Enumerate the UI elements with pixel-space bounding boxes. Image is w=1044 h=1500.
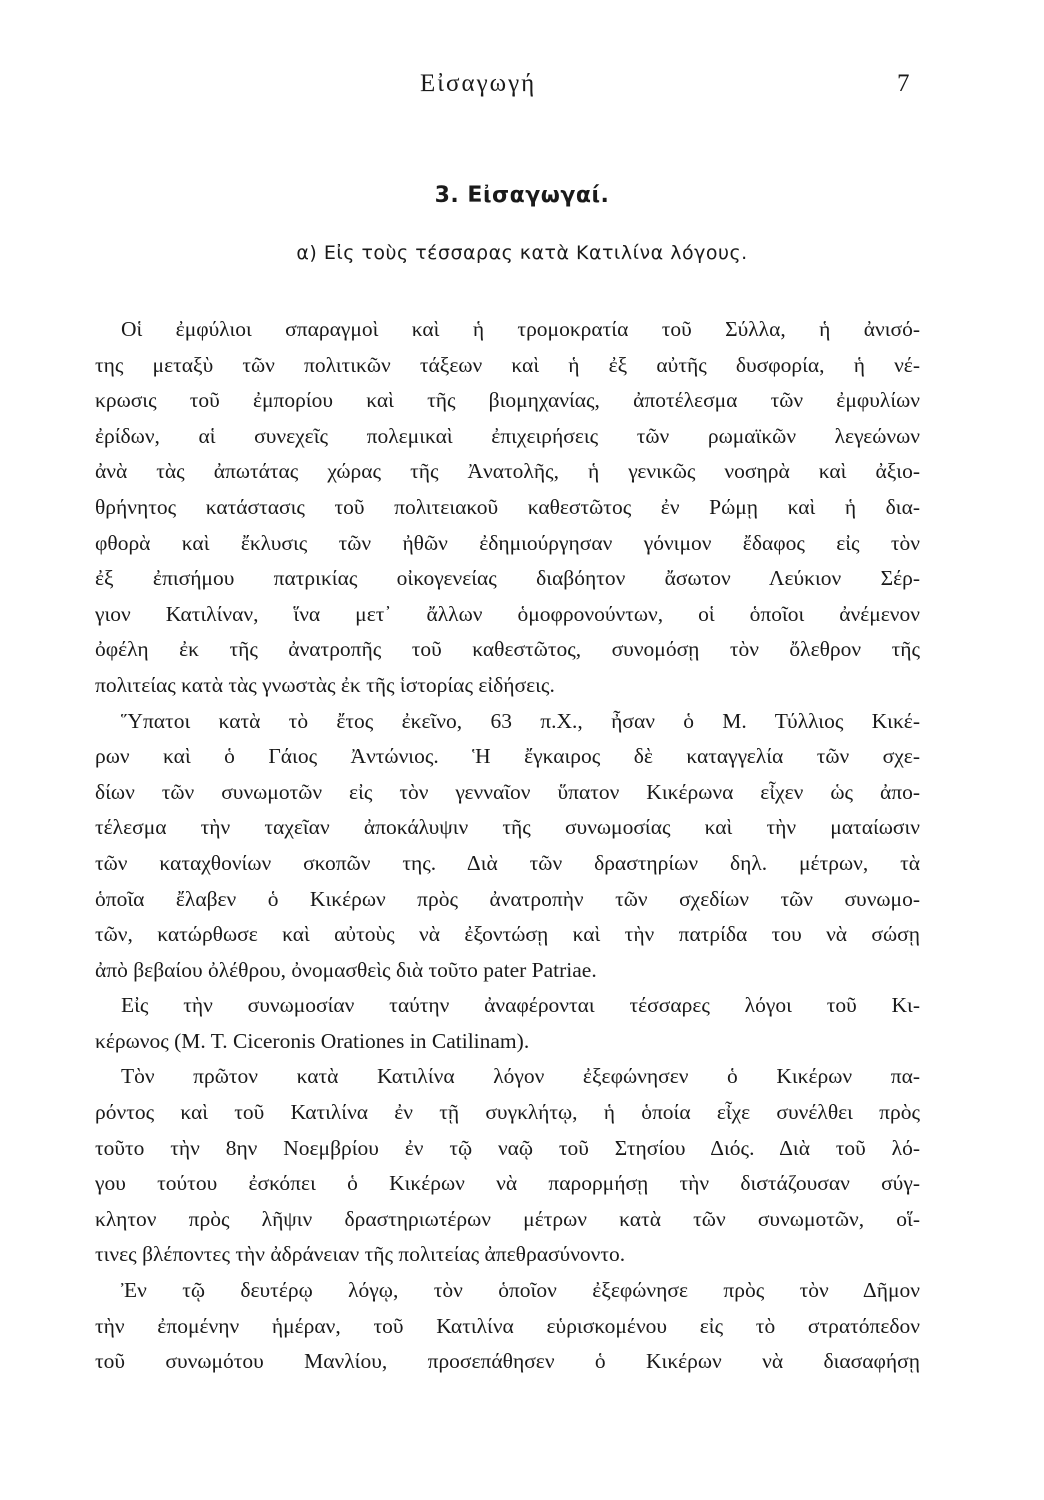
text-line: κλητον πρὸς λῆψιν δραστηριωτέρων μέτρων κατὰ τῶν συνωμοτῶν, οἵ- (95, 1206, 920, 1231)
text-line: Εἰς τὴν συνωμοσίαν ταύτην ἀναφέρονται τέσσαρες λόγοι τοῦ Κι- (121, 993, 920, 1018)
text-line: θρήνητος κατάστασις τοῦ πολιτειακοῦ καθεστῶτος ἐν Ρώμῃ καὶ ἡ δια- (95, 494, 920, 519)
text-line: γιον Κατιλίναν, ἵνα μετ᾽ ἄλλων ὁμοφρονούντων, οἱ ὁποῖοι ἀνέμενον (95, 601, 920, 626)
text-line: της μεταξὺ τῶν πολιτικῶν τάξεων καὶ ἡ ἐξ αὐτῆς δυσφορία, ἡ νέ- (95, 352, 920, 377)
text-line: ὁποῖα ἔλαβεν ὁ Κικέρων πρὸς ἀνατροπὴν τῶν σχεδίων τῶν συνωμο- (95, 886, 920, 911)
text-line: Ὕπατοι κατὰ τὸ ἔτος ἐκεῖνο, 63 π.Χ., ἦσαν ὁ Μ. Τύλλιος Κικέ- (121, 708, 920, 733)
text-line: τῶν, κατώρθωσε καὶ αὐτοὺς νὰ ἐξοντώσῃ καὶ τὴν πατρίδα του νὰ σώσῃ (95, 922, 920, 947)
text-line: τοῦ συνωμότου Μανλίου, προσεπάθησεν ὁ Κικέρων νὰ διασαφήσῃ (95, 1349, 920, 1374)
text-line: Τὸν πρῶτον κατὰ Κατιλίνα λόγον ἐξεφώνησεν ὁ Κικέρων πα- (121, 1064, 920, 1089)
text-line: ἀνὰ τὰς ἀπωτάτας χώρας τῆς Ἀνατολῆς, ἡ γενικῶς νοσηρὰ καὶ ἀξιο- (95, 459, 920, 484)
text-line: ἐξ ἐπισήμου πατρικίας οἰκογενείας διαβόητον ἄσωτον Λεύκιον Σέρ- (95, 566, 920, 591)
text-line: κρωσις τοῦ ἐμπορίου καὶ τῆς βιομηχανίας, ἀποτέλεσμα τῶν ἐμφυλίων (95, 388, 920, 413)
section-title: 3. Εἰσαγωγαί. (434, 183, 610, 208)
running-header (0, 70, 1044, 110)
text-line: Οἱ ἐμφύλιοι σπαραγμοὶ καὶ ἡ τρομοκρατία τοῦ Σύλλα, ἡ ἀνισό- (121, 317, 920, 341)
text-line: γου τούτου ἐσκόπει ὁ Κικέρων νὰ παρορμήσῃ τὴν διστάζουσαν σύγ- (95, 1171, 920, 1196)
text-line: ἀπὸ βεβαίου ὀλέθρου, ὀνομασθεὶς διὰ τοῦτο pater Patriae. (95, 957, 597, 982)
text-line: δίων τῶν συνωμοτῶν εἰς τὸν γενναῖον ὕπατον Κικέρωνα εἶχεν ὡς ἀπο- (95, 779, 920, 804)
text-line: φθορὰ καὶ ἔκλυσις τῶν ἠθῶν ἐδημιούργησαν γόνιμον ἔδαφος εἰς τὸν (95, 530, 920, 555)
text-line: τοῦτο τὴν 8ην Νοεμβρίου ἐν τῷ ναῷ τοῦ Στησίου Διός. Διὰ τοῦ λό- (95, 1135, 920, 1160)
text-line: τέλεσμα τὴν ταχεῖαν ἀποκάλυψιν τῆς συνωμοσίας καὶ τὴν ματαίωσιν (95, 815, 920, 840)
page-number: 7 (897, 70, 910, 97)
text-line: ρων καὶ ὁ Γάιος Ἀντώνιος. Ἡ ἔγκαιρος δὲ καταγγελία τῶν σχε- (95, 744, 920, 769)
text-line: τῶν καταχθονίων σκοπῶν της. Διὰ τῶν δραστηρίων δηλ. μέτρων, τὰ (95, 850, 920, 875)
text-line: κέρωνος (M. T. Ciceronis Orationes in Catilinam). (95, 1028, 530, 1053)
subsection-title: α) Εἰς τοὺς τέσσαρας κατὰ Κατιλίνα λόγους. (296, 242, 748, 264)
running-title: Εἰσαγωγή (420, 70, 537, 97)
text-line: ἐρίδων, αἱ συνεχεῖς πολεμικαὶ ἐπιχειρήσεις τῶν ρωμαϊκῶν λεγεώνων (95, 423, 920, 448)
body-text (95, 312, 920, 1380)
text-line: τινες βλέποντες τὴν ἀδράνειαν τῆς πολιτείας ἀπεθρασύνοντο. (95, 1242, 626, 1267)
text-line: ὀφέλη ἐκ τῆς ἀνατροπῆς τοῦ καθεστῶτος, συνομόσῃ τὸν ὄλεθρον τῆς (95, 637, 920, 662)
text-line: Ἐν τῷ δευτέρῳ λόγῳ, τὸν ὁποῖον ἐξεφώνησε πρὸς τὸν Δῆμον (121, 1278, 920, 1303)
text-line: πολιτείας κατὰ τὰς γνωστὰς ἐκ τῆς ἱστορίας εἰδήσεις. (95, 672, 555, 697)
text-line: τὴν ἐπομένην ἡμέραν, τοῦ Κατιλίνα εὑρισκομένου εἰς τὸ στρατόπεδον (95, 1313, 920, 1338)
text-line: ρόντος καὶ τοῦ Κατιλίνα ἐν τῇ συγκλήτῳ, ἡ ὁποία εἶχε συνέλθει πρὸς (95, 1100, 920, 1125)
